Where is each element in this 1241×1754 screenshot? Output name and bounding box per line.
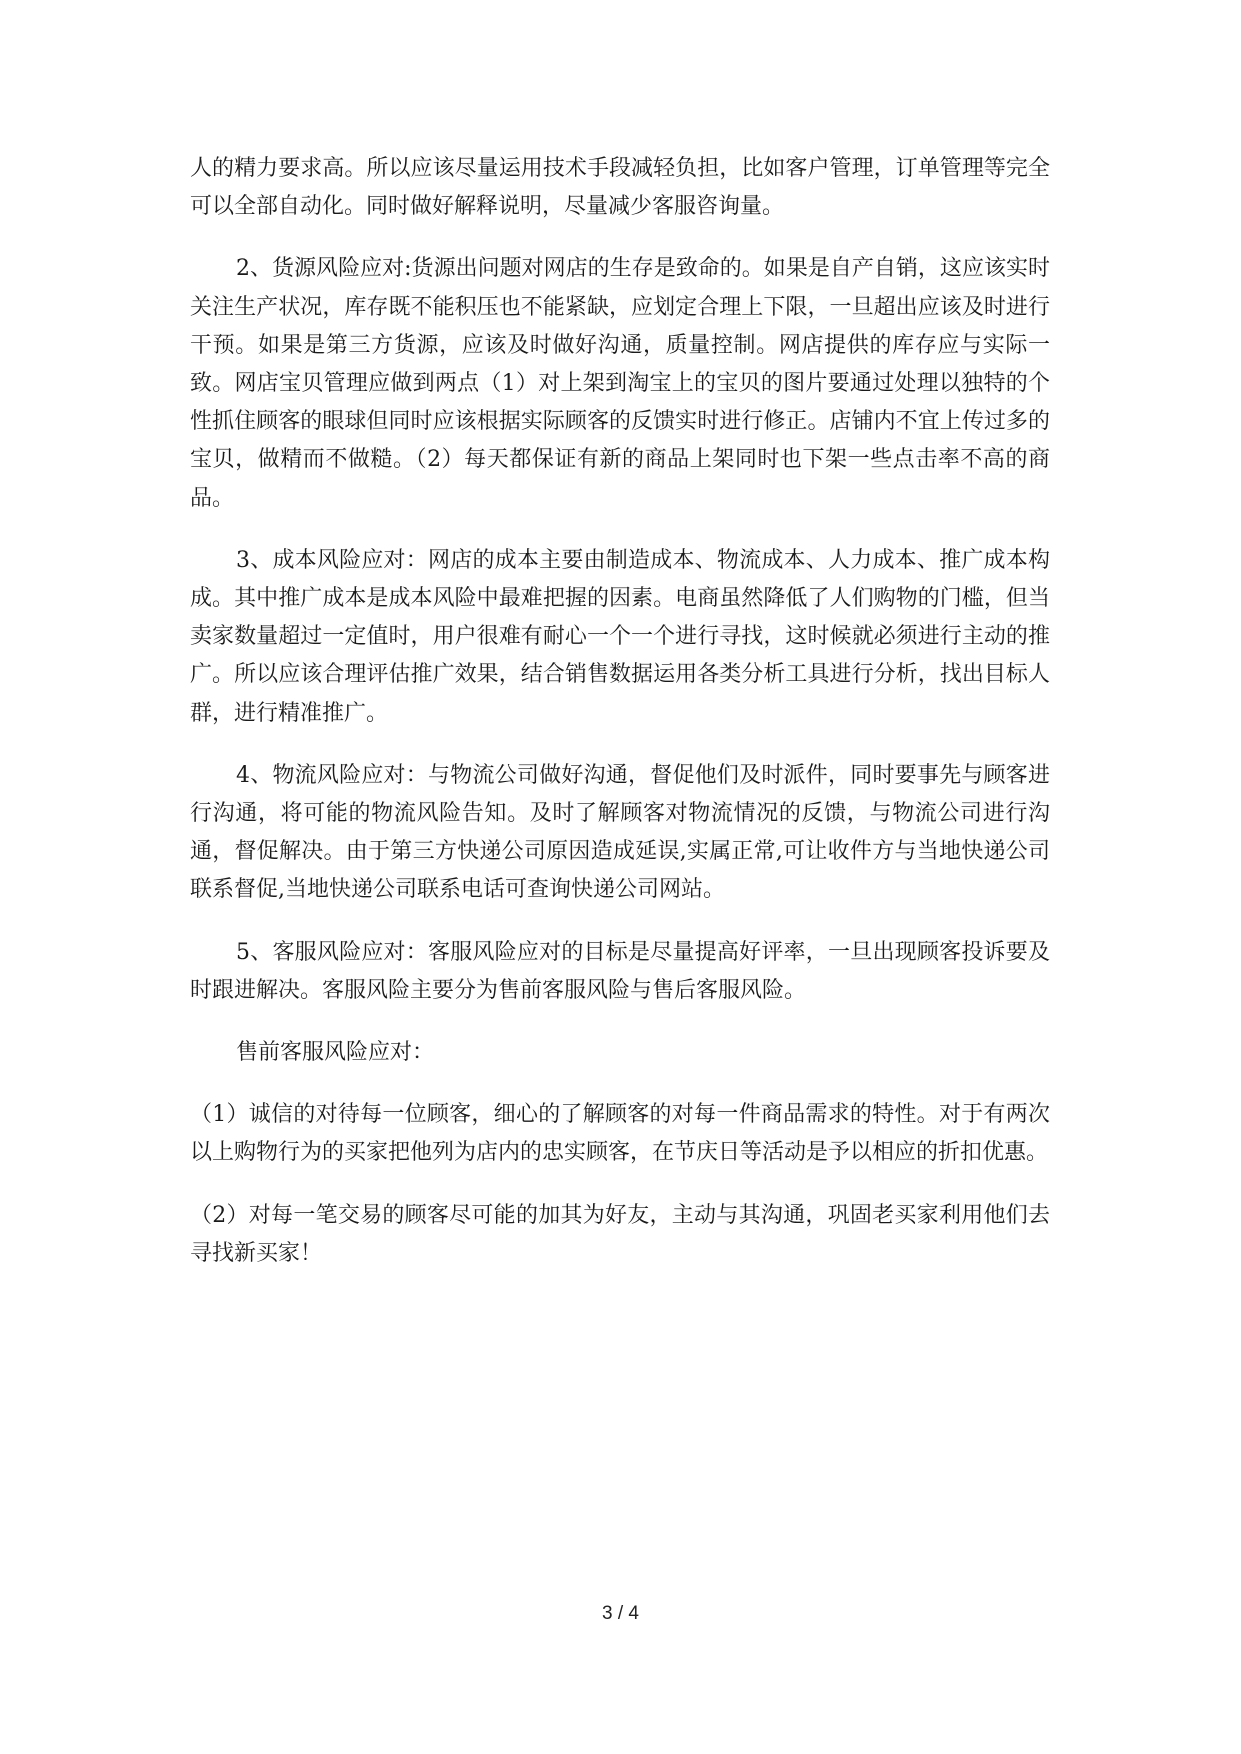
paragraph-supply-risk: 2、货源风险应对:货源出问题对网店的生存是致命的。如果是自产自销，这应该实时关注生产状况，库存既不能积压也不能紧缺，应划定合理上下限，一旦超出应该及时进行干预。如果是第三方货源，应该及时做好沟通，质量控制。网店提供的库存应与实际一致。网店宝贝管理应做到两点（1）对上架到淘宝上的宝贝的图片要通过处理以独特的个性抓住顾客的眼球但同时应该根据实际顾客的反馈实时进行修正。店铺内不宜上传过多的宝贝，做精而不做糙。（2）每天都保证有新的商品上架同时也下架一些点击率不高的商品。 bbox=[190, 256, 1050, 511]
paragraph-cost-risk: 3、成本风险应对：网店的成本主要由制造成本、物流成本、人力成本、推广成本构成。其中推广成本是成本风险中最难把握的因素。电商虽然降低了人们购物的门槛，但当卖家数量超过一定值时，用户很难有耐心一个一个进行寻找，这时候就必须进行主动的推广。所以应该合理评估推广效果，结合销售数据运用各类分析工具进行分析，找出目标人群，进行精准推广。 bbox=[190, 547, 1050, 726]
paragraph-presale-item-1: （1）诚信的对待每一位顾客，细心的了解顾客的对每一件商品需求的特性。对于有两次以上购物行为的买家把他列为店内的忠实顾客，在节庆日等活动是予以相应的折扣优惠。 bbox=[190, 1102, 1050, 1166]
paragraph-presale-item-2: （2）对每一笔交易的顾客尽可能的加其为好友，主动与其沟通，巩固老买家利用他们去寻找新买家！ bbox=[190, 1202, 1050, 1266]
paragraph-logistics-risk: 4、物流风险应对：与物流公司做好沟通，督促他们及时派件，同时要事先与顾客进行沟通，将可能的物流风险告知。及时了解顾客对物流情况的反馈，与物流公司进行沟通，督促解决。由于第三方快递公司原因造成延误,实属正常,可让收件方与当地快递公司联系督促,当地快递公司联系电话可查询快递公司网站。 bbox=[190, 762, 1050, 903]
paragraph-staffing-continued: 人的精力要求高。所以应该尽量运用技术手段减轻负担，比如客户管理，订单管理等完全可以全部自动化。同时做好解释说明，尽量减少客服咨询量。 bbox=[190, 156, 1050, 220]
paragraph-customer-service-risk: 5、客服风险应对：客服风险应对的目标是尽量提高好评率，一旦出现顾客投诉要及时跟进解决。客服风险主要分为售前客服风险与售后客服风险。 bbox=[190, 939, 1050, 1003]
page-number: 3 / 4 bbox=[602, 1603, 639, 1624]
document-body bbox=[190, 150, 1050, 1273]
paragraph-presale-heading: 售前客服风险应对： bbox=[236, 1040, 435, 1066]
